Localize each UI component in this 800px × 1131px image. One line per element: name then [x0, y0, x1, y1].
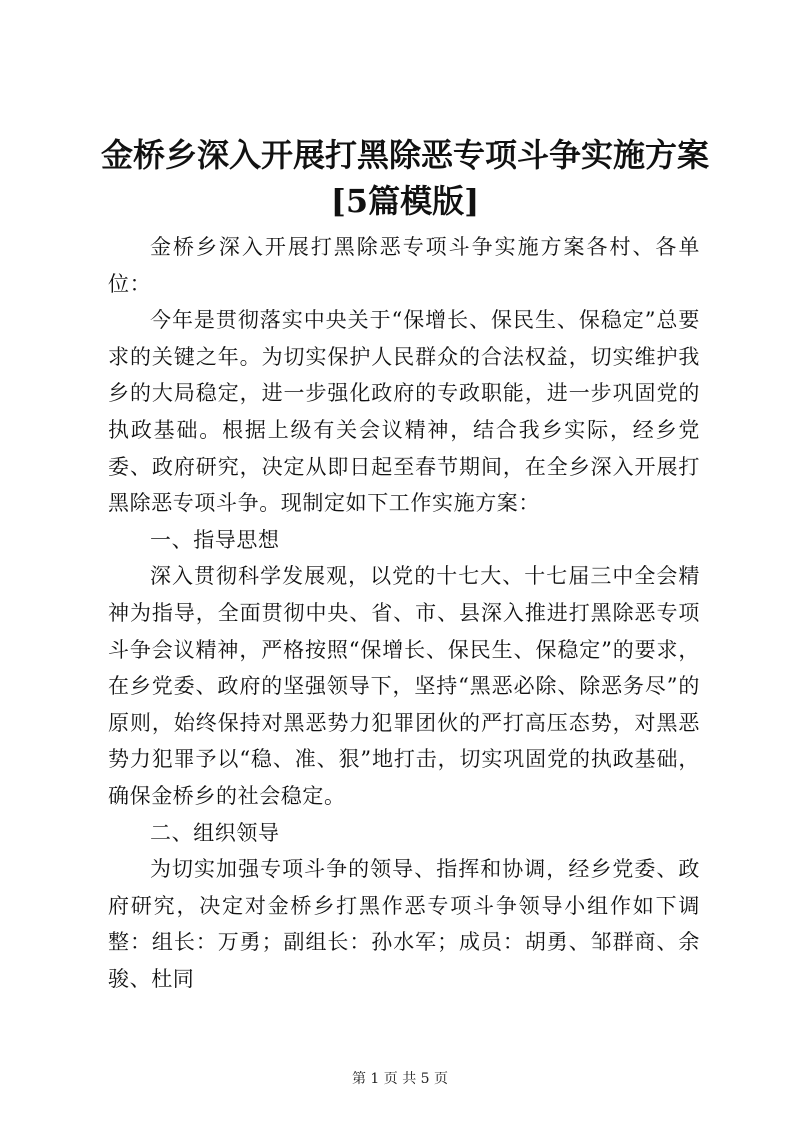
paragraph-salutation: 金桥乡深入开展打黑除恶专项斗争实施方案各村、各单位： [108, 235, 700, 296]
document-body [108, 229, 700, 997]
paragraph-organization: 为切实加强专项斗争的领导、指挥和协调，经乡党委、政府研究，决定对金桥乡打黑作恶专项斗争领导小组作如下调整：组长：万勇；副组长：孙水军；成员：胡勇、邹群商、余骏、杜同 [108, 857, 700, 991]
paragraph-intro: 今年是贯彻落实中央关于“保增长、保民生、保稳定”总要求的关键之年。为切实保护人民群众的合法权益，切实维护我乡的大局稳定，进一步强化政府的专政职能，进一步巩固党的执政基础。根据上级有关会议精神，结合我乡实际，经乡党委、政府研究，决定从即日起至春节期间，在全乡深入开展打黑除恶专项斗争。现制定如下工作实施方案： [108, 308, 700, 516]
section-heading-guiding-ideology: 一、指导思想 [150, 527, 280, 552]
document-title: 金桥乡深入开展打黑除恶专项斗争实施方案[5篇模版] [100, 136, 709, 220]
paragraph-guiding-ideology: 深入贯彻科学发展观，以党的十七大、十七届三中全会精神为指导，全面贯彻中央、省、市、县深入推进打黑除恶专项斗争会议精神，严格按照“保增长、保民生、保稳定”的要求，在乡党委、政府的坚强领导下，坚持“黑恶必除、除恶务尽”的原则，始终保持对黑恶势力犯罪团伙的严打高压态势，对黑恶势力犯罪予以“稳、准、狠”地打击，切实巩固党的执政基础，确保金桥乡的社会稳定。 [108, 564, 700, 808]
page-footer: 第 1 页 共 5 页 [351, 1071, 449, 1087]
section-heading-organization: 二、组织领导 [150, 820, 280, 845]
